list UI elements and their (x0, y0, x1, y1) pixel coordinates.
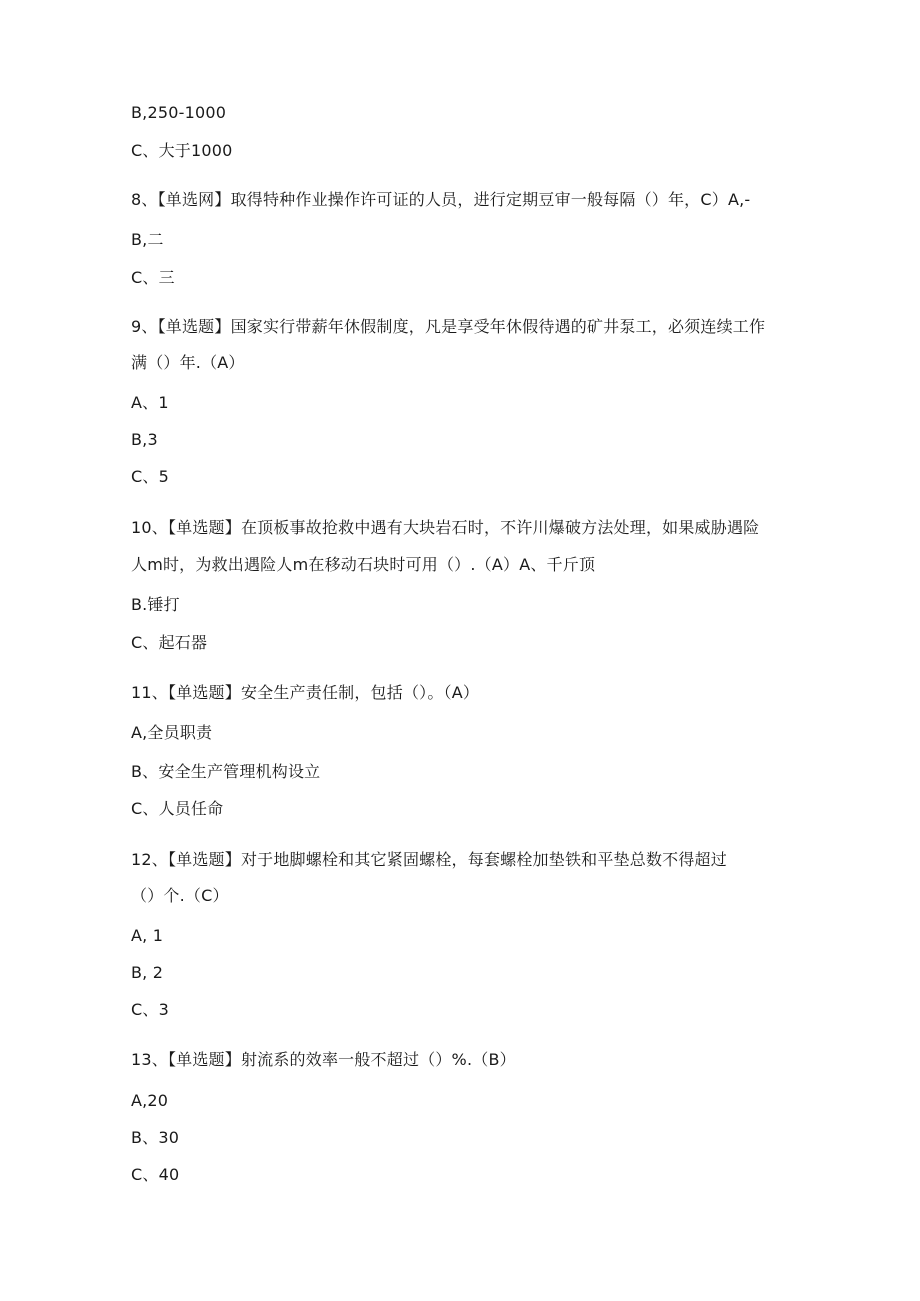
question-line: （）个.（C） (131, 886, 229, 905)
option-line: C、人员任命 (131, 799, 224, 818)
option-line: C、起石器 (131, 633, 208, 652)
option-line: C、大于1000 (131, 141, 233, 160)
question-line: 10、【单选题】在顶板事故抢救中遇有大块岩石时，不许川爆破方法处理，如果威胁遇险 (131, 518, 760, 537)
option-line: C、5 (131, 467, 169, 486)
option-line: B、30 (131, 1128, 180, 1147)
option-line: A, 1 (131, 926, 164, 945)
question-line: 满（）年.（A） (131, 353, 245, 372)
question-line: 9、【单选题】国家实行带薪年休假制度，凡是享受年休假待遇的矿井泵工，必须连续工作 (131, 317, 766, 336)
option-line: C、三 (131, 268, 175, 287)
option-line: C、3 (131, 1000, 169, 1019)
option-line: A,全员职责 (131, 723, 213, 742)
option-line: B、安全生产管理机构设立 (131, 762, 321, 781)
question-line: 11、【单选题】安全生产责任制，包括（）。（A） (131, 683, 480, 702)
question-line: 12、【单选题】对于地脚螺栓和其它紧固螺栓，每套螺栓加垫铁和平垫总数不得超过 (131, 850, 727, 869)
option-line: B,250-1000 (131, 103, 227, 122)
option-line: B,3 (131, 430, 158, 449)
question-line: 13、【单选题】射流系的效率一般不超过（）%.（B） (131, 1050, 516, 1069)
option-line: B,二 (131, 230, 164, 249)
option-line: A,20 (131, 1091, 169, 1110)
option-line: A、1 (131, 393, 169, 412)
option-line: C、40 (131, 1165, 180, 1184)
option-line: B, 2 (131, 963, 164, 982)
question-line: 8、【单选网】取得特种作业操作许可证的人员，进行定期豆审一般每隔（）年，C）A,- (131, 190, 751, 209)
question-line: 人m时，为救出遇险人m在移动石块时可用（）.（A）A、千斤顶 (131, 555, 596, 574)
option-line: B.锤打 (131, 595, 180, 614)
